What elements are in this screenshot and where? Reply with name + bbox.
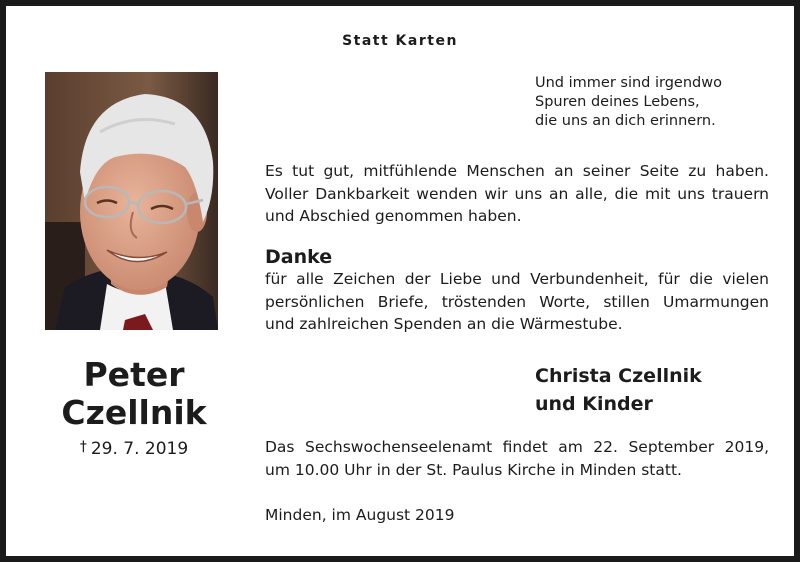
deceased-name bbox=[34, 356, 234, 432]
service-line: Das Sechswochenseelenamt findet am 22. September 2019, bbox=[265, 438, 769, 456]
portrait-photo bbox=[45, 72, 218, 330]
quote-line: Und immer sind irgendwo bbox=[535, 75, 722, 91]
cross-symbol: † bbox=[79, 439, 87, 455]
death-date-line bbox=[34, 439, 234, 459]
quote-line: die uns an dich erinnern. bbox=[535, 113, 716, 129]
header-statt-karten: Statt Karten bbox=[342, 33, 458, 49]
intro-line: und Abschied genommen haben. bbox=[265, 207, 522, 225]
quote-line: Spuren deines Lebens, bbox=[535, 94, 700, 110]
death-date: 29. 7. 2019 bbox=[90, 439, 189, 459]
first-name: Peter bbox=[83, 355, 185, 394]
service-paragraph bbox=[265, 436, 769, 481]
intro-paragraph bbox=[265, 160, 769, 228]
signature-line: und Kinder bbox=[535, 393, 653, 415]
intro-line: Voller Dankbarkeit wenden wir uns an alle, die mit uns trauern bbox=[265, 184, 769, 203]
danke-paragraph bbox=[265, 268, 769, 336]
danke-heading: Danke bbox=[265, 246, 333, 268]
danke-line: persönlichen Briefe, tröstenden Worte, stillen Umarmungen bbox=[265, 292, 769, 311]
intro-line: Es tut gut, mitfühlende Menschen an seiner Seite zu haben. bbox=[265, 162, 769, 180]
obituary-card bbox=[6, 6, 794, 556]
signature-line: Christa Czellnik bbox=[535, 365, 702, 387]
danke-line: und zahlreichen Spenden an die Wärmestube. bbox=[265, 315, 623, 333]
place-date: Minden, im August 2019 bbox=[265, 506, 455, 524]
danke-line: für alle Zeichen der Liebe und Verbundenheit, für die vielen bbox=[265, 270, 769, 288]
signature bbox=[535, 362, 702, 418]
last-name: Czellnik bbox=[61, 393, 207, 432]
service-line: um 10.00 Uhr in der St. Paulus Kirche in Minden statt. bbox=[265, 460, 682, 479]
memorial-quote bbox=[535, 74, 775, 131]
